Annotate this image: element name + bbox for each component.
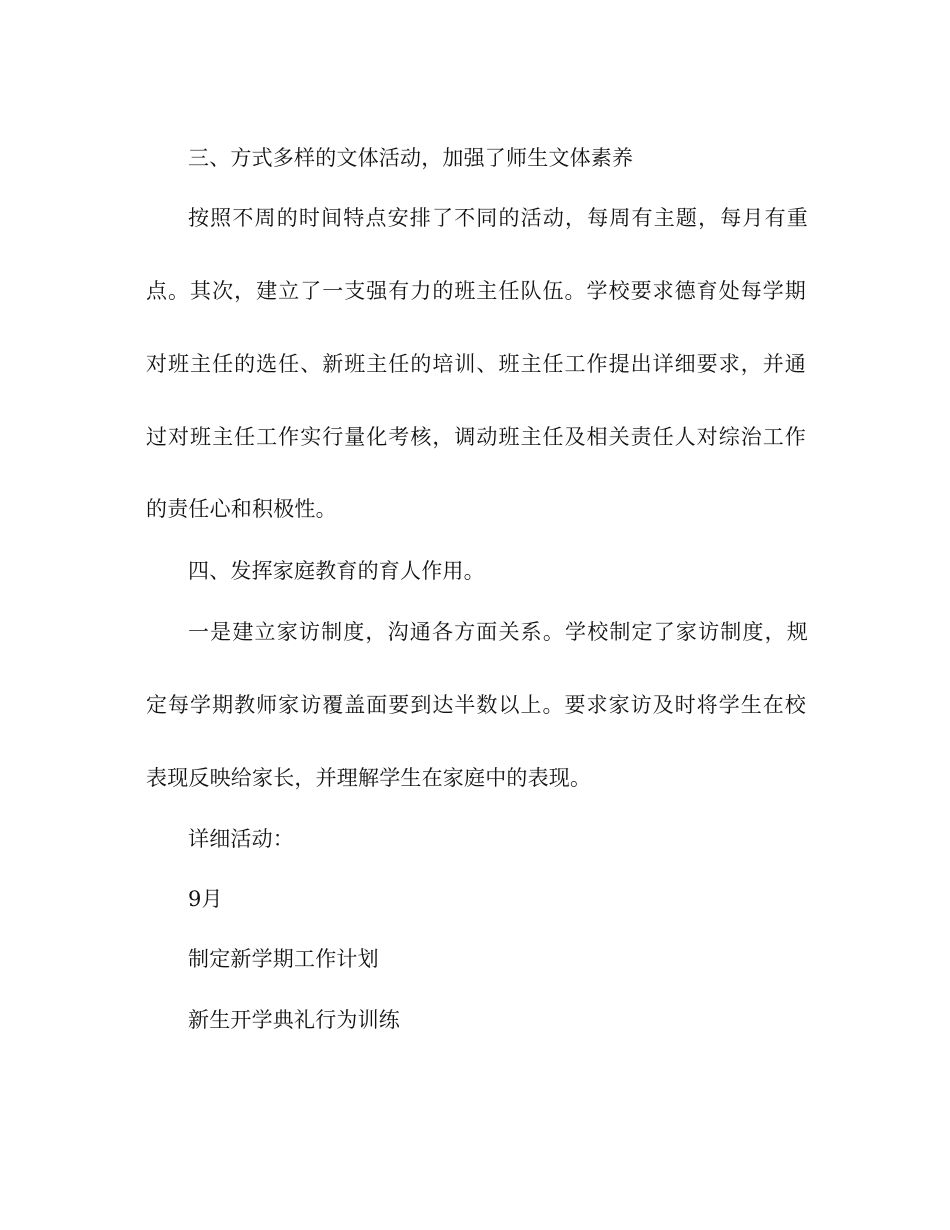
paragraph-line: 的责任心和积极性。 xyxy=(146,497,337,521)
paragraph-line: 表现反映给家长，并理解学生在家庭中的表现。 xyxy=(146,766,592,790)
activity-item: 制定新学期工作计划 xyxy=(188,947,379,971)
section-heading-3: 三、方式多样的文体活动，加强了师生文体素养 xyxy=(188,146,634,170)
paragraph-line: 一是建立家访制度，沟通各方面关系。学校制定了家访制度，规 xyxy=(188,620,808,644)
paragraph-line: 对班主任的选任、新班主任的培训、班主任工作提出详细要求，并通 xyxy=(146,352,806,376)
month-label: 9月 xyxy=(188,887,223,911)
paragraph-line: 定每学期教师家访覆盖面要到达半数以上。要求家访及时将学生在校 xyxy=(146,693,806,717)
activities-heading: 详细活动： xyxy=(188,827,294,851)
paragraph-line: 按照不周的时间特点安排了不同的活动，每周有主题，每月有重 xyxy=(188,206,808,230)
paragraph-line: 点。其次，建立了一支强有力的班主任队伍。学校要求德育处每学期 xyxy=(146,279,806,303)
paragraph-line: 过对班主任工作实行量化考核，调动班主任及相关责任人对综治工作 xyxy=(146,425,806,449)
section-heading-4: 四、发挥家庭教育的育人作用。 xyxy=(188,559,485,583)
activity-item: 新生开学典礼行为训练 xyxy=(188,1008,400,1032)
